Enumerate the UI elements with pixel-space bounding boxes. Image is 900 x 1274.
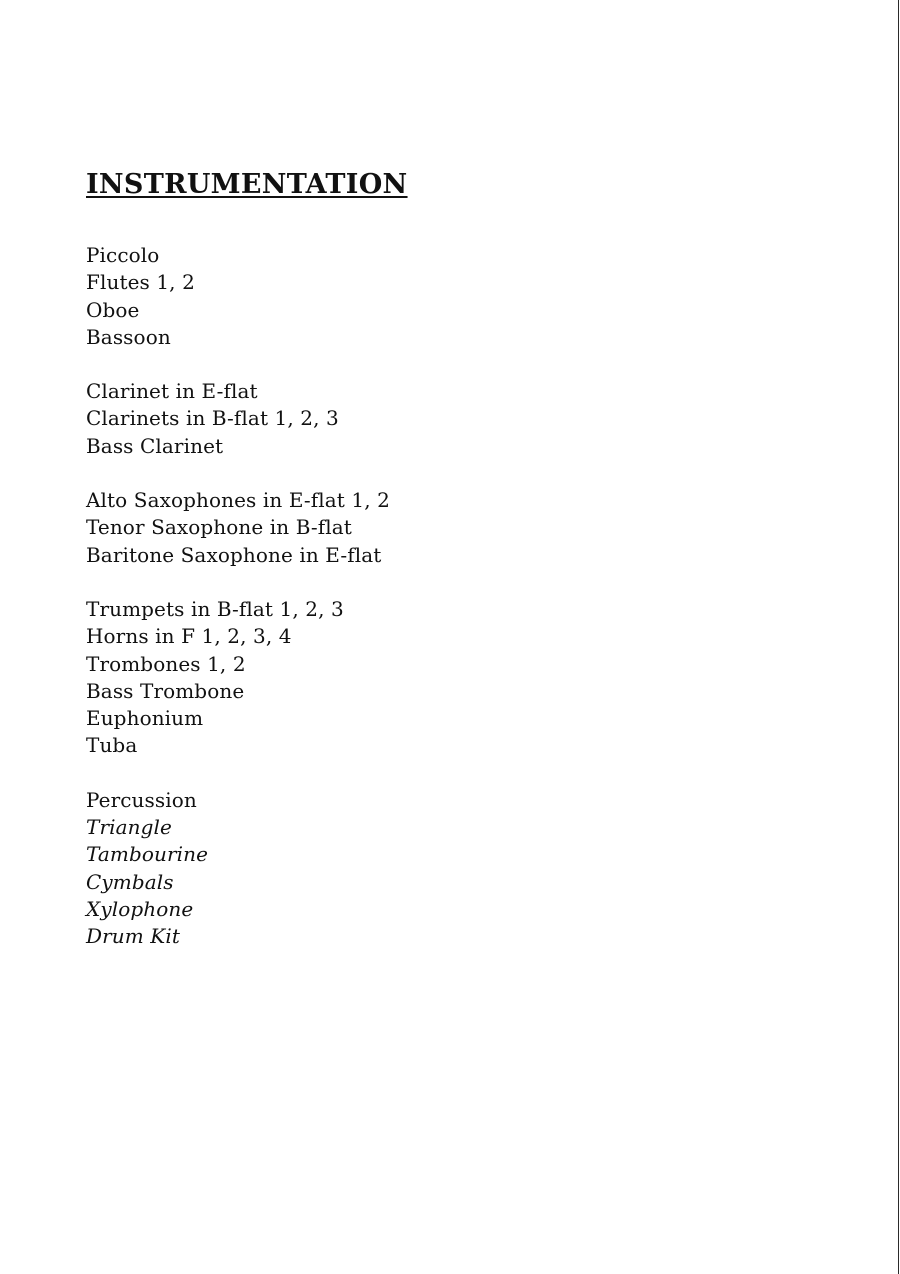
instrument-item: Baritone Saxophone in E-flat — [86, 542, 382, 567]
instrument-group — [86, 787, 408, 951]
instrument-item: Euphonium — [86, 706, 204, 731]
instrument-item: Horns in F 1, 2, 3, 4 — [86, 624, 292, 649]
instrument-item: Oboe — [86, 297, 140, 322]
instrument-item: Bass Trombone — [86, 678, 245, 703]
instrument-item: Trombones 1, 2 — [86, 651, 246, 676]
instrument-group — [86, 487, 408, 569]
percussion-instrument-item: Triangle — [86, 815, 172, 840]
percussion-instrument-item: Tambourine — [86, 842, 209, 867]
instrument-group — [86, 596, 408, 760]
instrument-item: Piccolo — [86, 243, 160, 267]
instrument-item: Trumpets in B-flat 1, 2, 3 — [86, 596, 344, 621]
percussion-instrument-item: Drum Kit — [86, 924, 180, 949]
page-title: INSTRUMENTATION — [86, 169, 408, 200]
instrument-item: Clarinets in B-flat 1, 2, 3 — [86, 406, 339, 431]
instrumentation-section — [86, 166, 408, 978]
instrument-item: Clarinet in E-flat — [86, 379, 258, 404]
instrument-item: Bass Clarinet — [86, 433, 224, 458]
instrument-item: Alto Saxophones in E-flat 1, 2 — [86, 488, 390, 513]
instrument-item: Percussion — [86, 787, 197, 812]
instrument-item: Flutes 1, 2 — [86, 270, 195, 295]
instrument-item: Bassoon — [86, 324, 171, 349]
instrument-item: Tenor Saxophone in B-flat — [86, 515, 352, 540]
instrument-list — [86, 242, 408, 951]
instrument-group — [86, 242, 408, 351]
percussion-instrument-item: Xylophone — [86, 896, 194, 921]
instrument-group — [86, 378, 408, 460]
percussion-instrument-item: Cymbals — [86, 869, 174, 894]
instrument-item: Tuba — [86, 733, 138, 758]
